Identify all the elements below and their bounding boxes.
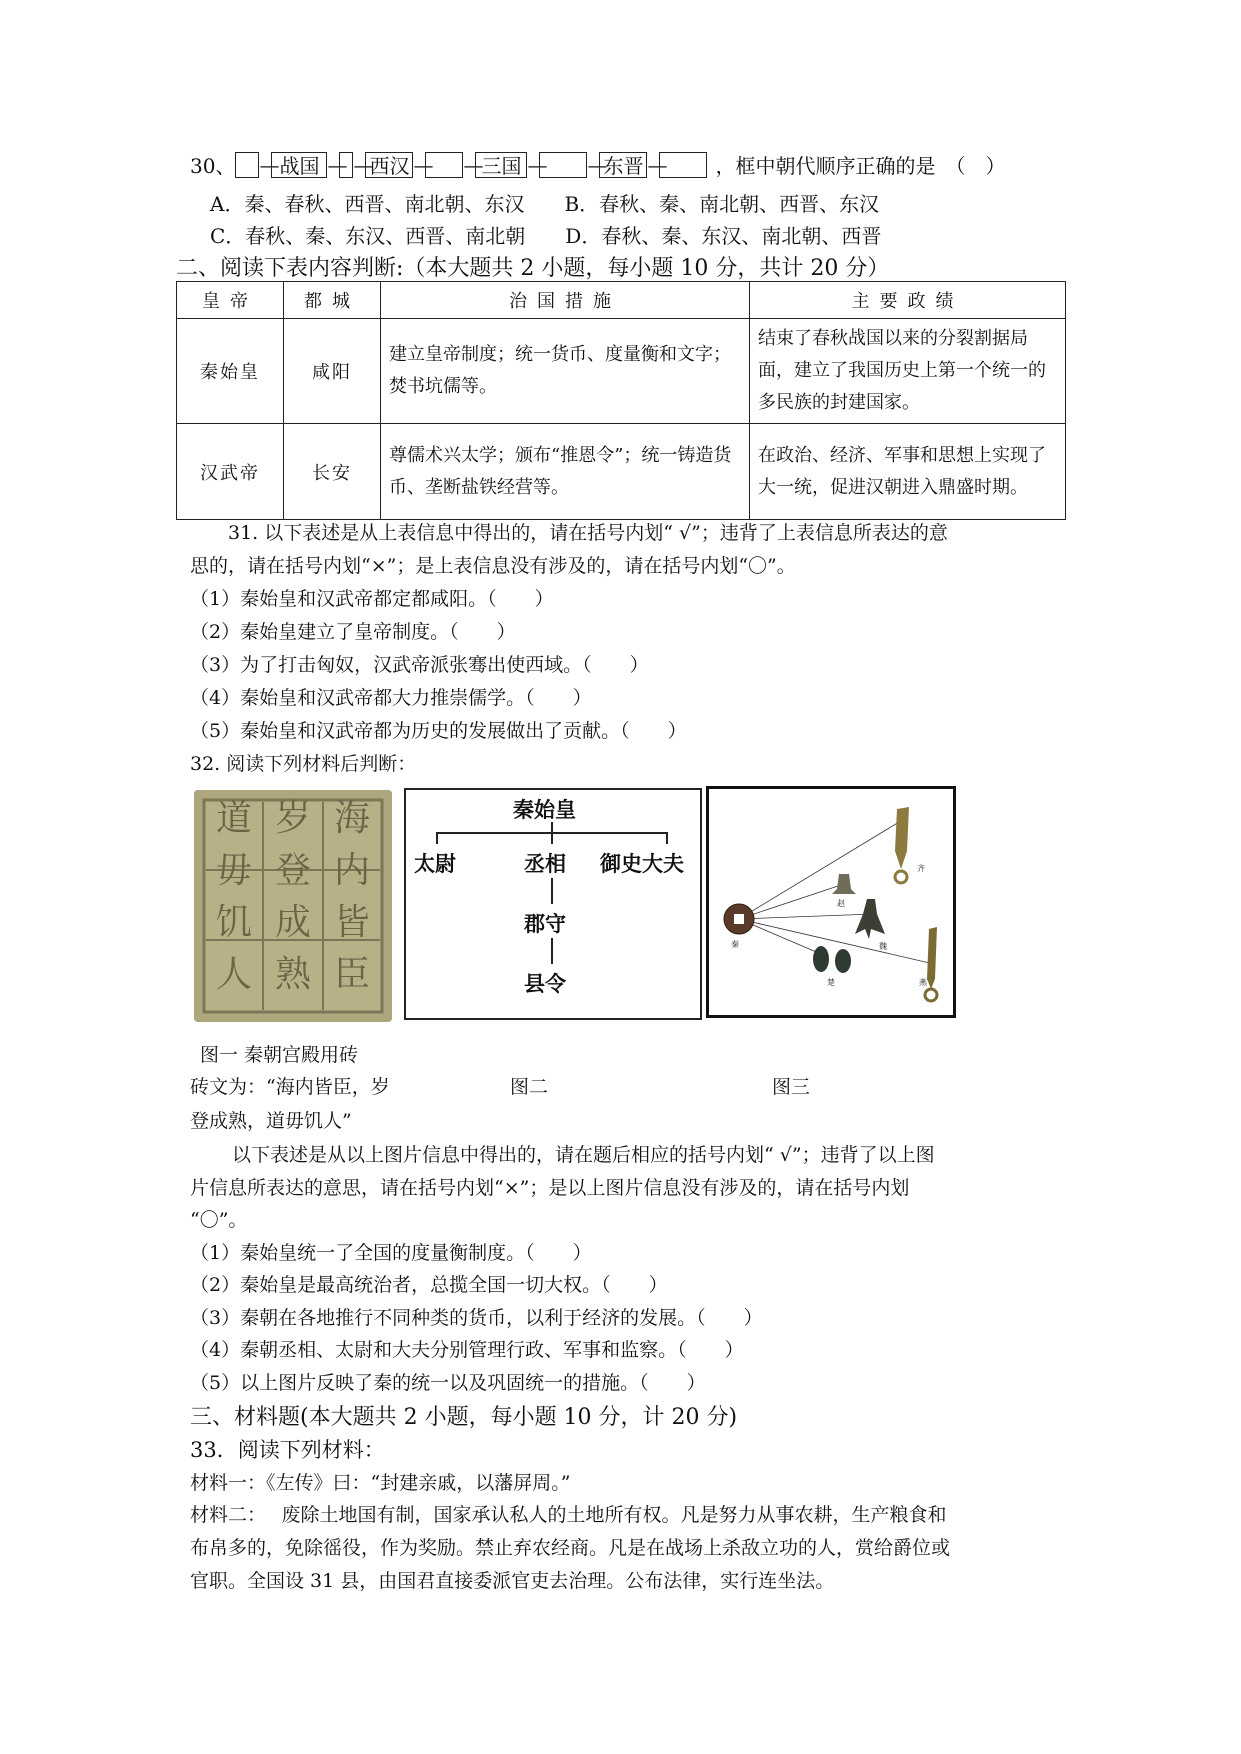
- dynasty-box-5: [425, 152, 463, 178]
- q30-number: 30、: [190, 154, 236, 178]
- dynasty-box-1: [235, 152, 259, 178]
- section-2-title: 二、阅读下表内容判断:（本大题共 2 小题，每小题 10 分，共计 20 分）: [176, 256, 890, 281]
- q31-intro-line1: 31. 以下表述是从上表信息中得出的，请在括号内划“ √”；违背了上表信息所表达的意: [228, 522, 948, 544]
- fig2-label: 图二: [510, 1076, 549, 1098]
- header-achievements: 主要政绩: [750, 282, 1066, 319]
- section-3-title: 三、材料题(本大题共 2 小题，每小题 10 分，计 20 分): [190, 1405, 738, 1430]
- state-label-chu: 楚: [827, 978, 835, 987]
- cell-emperor: 秦始皇: [177, 319, 284, 424]
- cell-emperor: 汉武帝: [177, 424, 284, 520]
- q32-title: 32. 阅读下列材料后判断：: [190, 753, 417, 775]
- table-header-row: [177, 282, 1066, 319]
- org-chancellor: 丞相: [524, 852, 566, 876]
- q30-suffix: ，框中朝代顺序正确的是 （ ）: [715, 154, 1006, 178]
- brick-glyph: 岁: [274, 798, 312, 839]
- warring-states-coins-image: [706, 786, 956, 1018]
- state-label-yan: 燕: [919, 978, 927, 987]
- header-capital: 都城: [284, 282, 381, 319]
- q30-options-cd: C．春秋、秦、东汉、西晋、南北朝 D．春秋、秦、东汉、南北朝、西晋: [210, 224, 882, 248]
- q33-material-2-line1: 材料二： 废除土地国有制，国家承认私人的土地所有权。凡是努力从事农耕，生产粮食和: [190, 1504, 947, 1526]
- table-row: [177, 424, 1066, 520]
- q33-title: 33．阅读下列材料：: [190, 1438, 385, 1462]
- q32-item-2: （2）秦始皇是最高统治者，总揽全国一切大权。（ ）: [190, 1274, 668, 1296]
- q33-material-2-line2: 布帛多的，免除徭役，作为奖励。禁止弃农经商。凡是在战场上杀敌立功的人，赏给爵位或: [190, 1537, 951, 1559]
- q31-item-4: （4）秦始皇和汉武帝都大力推崇儒学。（ ）: [190, 687, 592, 709]
- cell-measures: 尊儒术兴太学；颁布“推恩令”；统一铸造货币、垄断盐铁经营等。: [381, 424, 750, 520]
- q31-item-2: （2）秦始皇建立了皇帝制度。（ ）: [190, 621, 516, 643]
- q33-material-1: 材料一：《左传》曰：“封建亲戚，以藩屏周。”: [190, 1472, 571, 1494]
- header-measures: 治国措施: [381, 282, 750, 319]
- brick-glyph: 道: [215, 798, 253, 839]
- brick-glyph: 内: [333, 850, 371, 891]
- emperor-table: [176, 281, 1066, 520]
- q31-item-1: （1）秦始皇和汉武帝都定都咸阳。（ ）: [190, 588, 554, 610]
- state-label-qi: 齐: [917, 864, 925, 873]
- fig3-label: 图三: [772, 1076, 811, 1098]
- org-commandery: 郡守: [524, 912, 566, 936]
- org-county: 县令: [524, 972, 566, 996]
- dynasty-box-9: [659, 152, 707, 178]
- q32-intro-line1: 以下表述是从以上图片信息中得出的，请在题后相应的括号内划“ √”；违背了以上图: [232, 1144, 935, 1166]
- brick-glyph: 毋: [215, 850, 253, 891]
- brick-glyph: 登: [274, 850, 312, 891]
- brick-glyph: 成: [274, 902, 312, 943]
- fig1-text-line1: 砖文为：“海内皆臣，岁: [190, 1076, 390, 1098]
- q33-material-2-line3: 官职。全国设 31 县，由国君直接委派官吏去治理。公布法律，实行连坐法。: [190, 1570, 835, 1592]
- dynasty-box-2: 战国: [271, 152, 327, 178]
- cell-measures: 建立皇帝制度；统一货币、度量衡和文字；焚书坑儒等。: [381, 319, 750, 424]
- q32-item-3: （3）秦朝在各地推行不同种类的货币，以利于经济的发展。（ ）: [190, 1307, 763, 1329]
- cell-achievements: 结束了春秋战国以来的分裂割据局面，建立了我国历史上第一个统一的多民族的封建国家。: [750, 319, 1066, 424]
- q31-item-5: （5）秦始皇和汉武帝都为历史的发展做出了贡献。（ ）: [190, 720, 687, 742]
- q31-intro-line2: 思的，请在括号内划“×”；是上表信息没有涉及的，请在括号内划“〇”。: [190, 555, 796, 577]
- brick-glyph: 熟: [274, 954, 312, 995]
- q32-intro-line3: “〇”。: [190, 1209, 248, 1231]
- q32-item-4: （4）秦朝丞相、太尉和大夫分别管理行政、军事和监察。（ ）: [190, 1339, 744, 1361]
- brick-glyph: 饥: [215, 902, 253, 943]
- dynasty-box-6: 三国: [475, 152, 527, 178]
- fig1-text-line2: 登成熟，道毋饥人”: [190, 1110, 352, 1132]
- dynasty-box-3: [339, 152, 353, 178]
- cell-capital: 咸阳: [284, 319, 381, 424]
- table-row: [177, 319, 1066, 424]
- org-emperor: 秦始皇: [513, 798, 576, 822]
- state-label-qin: 秦: [731, 940, 739, 949]
- q31-item-3: （3）为了打击匈奴，汉武帝派张骞出使西域。（ ）: [190, 654, 649, 676]
- dynasty-box-7: [539, 152, 587, 178]
- cell-achievements: 在政治、经济、军事和思想上实现了大一统，促进汉朝进入鼎盛时期。: [750, 424, 1066, 520]
- qin-bureaucracy-chart: [404, 788, 702, 1020]
- dynasty-box-8: 东晋: [599, 152, 647, 178]
- header-emperor: 皇帝: [177, 282, 284, 319]
- brick-glyph: 海: [333, 798, 371, 839]
- fig1-caption: 图一 秦朝宫殿用砖: [200, 1044, 359, 1066]
- org-censor: 御史大夫: [600, 852, 684, 876]
- q32-item-5: （5）以上图片反映了秦的统一以及巩固统一的措施。（ ）: [190, 1372, 706, 1394]
- qin-palace-brick-image: [194, 790, 392, 1022]
- cell-capital: 长安: [284, 424, 381, 520]
- q32-item-1: （1）秦始皇统一了全国的度量衡制度。（ ）: [190, 1242, 592, 1264]
- q32-intro-line2: 片信息所表达的意思，请在括号内划“×”；是以上图片信息没有涉及的，请在括号内划: [190, 1177, 910, 1199]
- q30-options-ab: A．秦、春秋、西晋、南北朝、东汉 B．春秋、秦、南北朝、西晋、东汉: [210, 192, 880, 216]
- state-label-wei: 魏: [879, 942, 887, 951]
- brick-glyph: 臣: [333, 954, 371, 995]
- question-30: 30、 — 战国 — — 西汉 — — 三国 — — 东晋 — ，框中朝代顺序正确的是 （ ）: [190, 150, 1005, 179]
- state-label-zhao: 赵: [837, 899, 845, 908]
- brick-glyph: 人: [215, 954, 253, 995]
- dynasty-box-4: 西汉: [365, 152, 413, 178]
- org-taiwei: 太尉: [414, 852, 456, 876]
- brick-glyph: 皆: [333, 902, 371, 943]
